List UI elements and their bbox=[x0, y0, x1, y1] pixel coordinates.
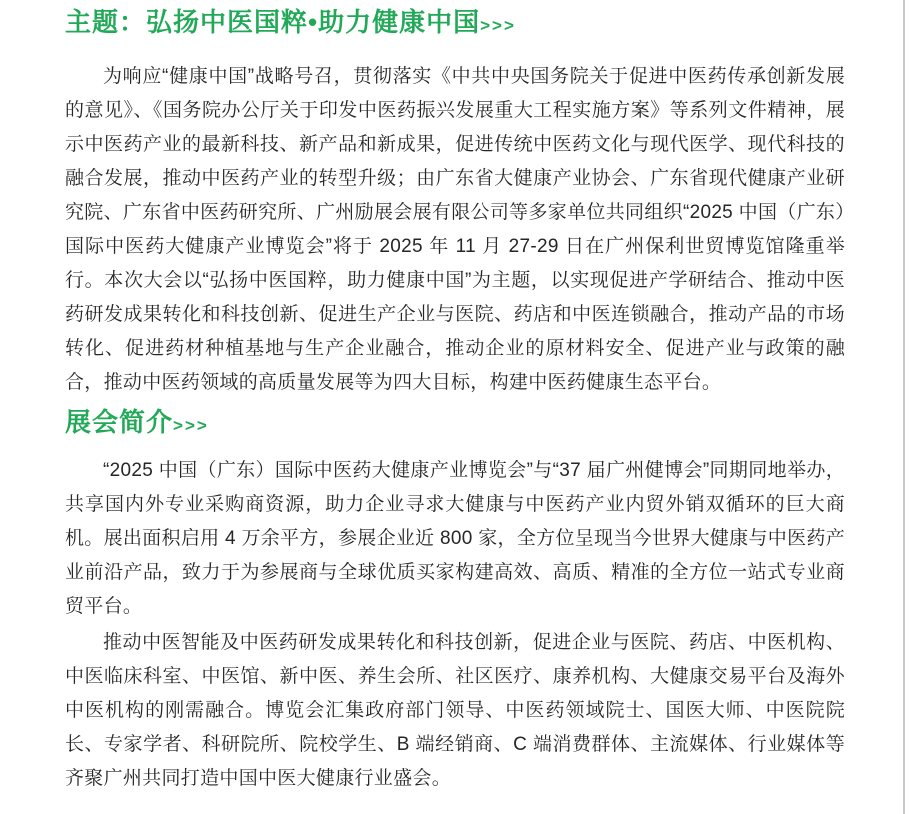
paragraph-intro-2: 推动中医智能及中医药研发成果转化和科技创新，促进企业与医院、药店、中医机构、中医临床科室、中医馆、新中医、养生会所、社区医疗、康养机构、大健康交易平台及海外中医机构的刚需融合。博览会汇集政府部门领导、中医药领域院士、国医大师、中医院院长、专家学者、科研院所、院校学生、B 端经销商、C 端消费群体、主流媒体、行业媒体等齐聚广州共同打造中国中医大健康行业盛会。 bbox=[65, 632, 845, 789]
section-intro-heading bbox=[65, 406, 845, 442]
section-intro-heading-text: 展会简介 bbox=[65, 407, 174, 437]
section-theme-heading bbox=[65, 6, 845, 42]
section-theme-heading-text: 主题：弘扬中医国粹•助力健康中国 bbox=[65, 7, 481, 37]
section-intro bbox=[65, 406, 845, 796]
theme-heading-arrows-icon: >>> bbox=[480, 16, 516, 35]
paragraph-theme-1: 为响应“健康中国”战略号召，贯彻落实《中共中央国务院关于促进中医药传承创新发展的意见》、《国务院办公厅关于印发中医药振兴发展重大工程实施方案》等系列文件精神，展示中医药产业的最新科技、新产品和新成果，促进传统中医药文化与现代医学、现代科技的融合发展，推动中医药产业的转型升级；由广东省大健康产业协会、广东省现代健康产业研究院、广东省中医药研究所、广州励展会展有限公司等多家单位共同组织“2025 中国（广东）国际中医药大健康产业博览会”将于 2025 年 11 月 27-29 日在广州保利世贸博览馆隆重举行。本次大会以“弘扬中医国粹，助力健康中国”为主题，以实现促进产学研结合、推动中医药研发成果转化和科技创新、促进生产企业与医院、药店和中医连锁融合，推动产品的市场转化、促进药材种植基地与生产企业融合，推动企业的原材料安全、促进产业与政策的融合，推动中医药领域的高质量发展等为四大目标，构建中医药健康生态平台。 bbox=[65, 66, 845, 393]
paragraph-intro-1: “2025 中国（广东）国际中医药大健康产业博览会”与“37 届广州健博会”同期同地举办，共享国内外专业采购商资源，助力企业寻求大健康与中医药产业内贸外销双循环的巨大商机。展出面积启用 4 万余平方，参展企业近 800 家，全方位呈现当今世界大健康与中医药产业前沿产品，致力于为参展商与全球优质买家构建高效、高质、精准的全方位一站式专业商贸平台。 bbox=[65, 460, 845, 617]
section-theme bbox=[65, 6, 845, 400]
intro-heading-arrows-icon: >>> bbox=[173, 416, 209, 435]
